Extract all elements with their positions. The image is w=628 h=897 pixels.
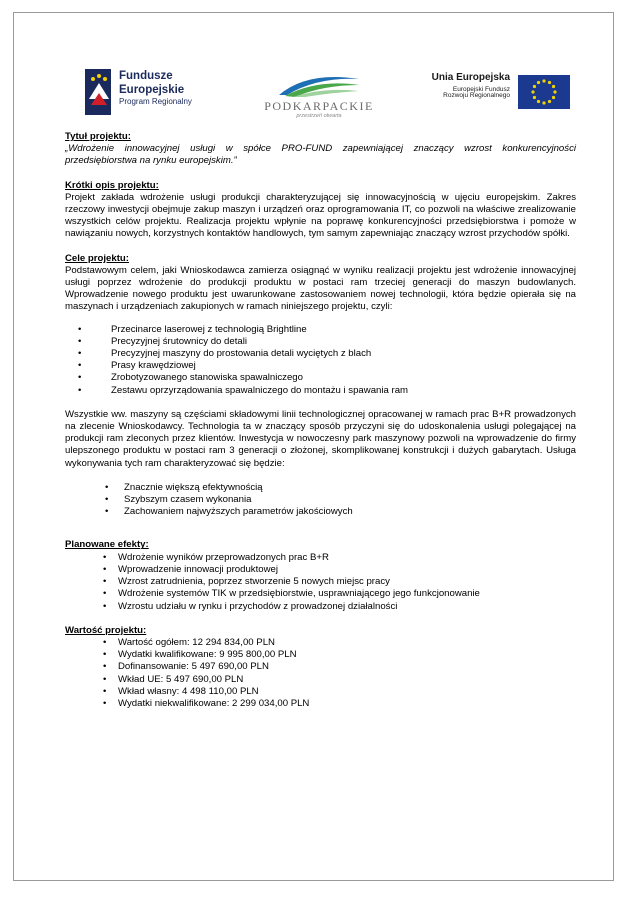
ue-logo-line1: Unia Europejska — [431, 72, 510, 83]
list-item: • Wzrost zatrudnienia, poprzez stworzenie 5 nowych miejsc pracy — [103, 576, 576, 588]
service-characteristics-list — [65, 482, 576, 519]
list-item: • Prasy krawędziowej — [78, 360, 576, 372]
podkarpackie-tagline: przestrzeń otwarta — [296, 113, 342, 119]
ue-logo-line3: Rozwoju Regionalnego — [443, 92, 510, 100]
project-description-heading: Krótki opis projektu: — [65, 179, 159, 191]
machines-list — [65, 324, 576, 397]
fe-logo-line1: Fundusze — [119, 70, 173, 82]
list-item: • Wartość ogółem: 12 294 834,00 PLN — [103, 637, 576, 649]
list-item: • Wydatki kwalifikowane: 9 995 800,00 PLN — [103, 649, 576, 661]
list-item: • Zestawu oprzyrządowania spawalniczego do montażu i spawania ram — [78, 385, 576, 397]
project-goals-paragraph2: Wszystkie ww. maszyny są częściami składowymi linii technologicznej opracowanej w ramach prac B+R prowadzonych na zlecenie Wnioskodawcy. Technologia ta w znaczący sposób przyczyni się do udoskonalenia usługi polegającej na produkcji ram zleconych przez klientów. Inwestycja w nowoczesny park maszynowy pozwoli na wprowadzenie do firmy ulepszonego produktu w postaci ram 3 generacji o złożonej, skomplikowanej konstrukcji i dużych gabarytach. Usługa wykonywania tych ram charakteryzować się będzie: — [65, 408, 576, 469]
project-description-text: Projekt zakłada wdrożenie usługi produkcji charakteryzującej się innowacyjnością w ujęciu europejskim. Zakres rzeczowy inwestycji obejmuje zakup maszyn i urządzeń oraz oprogramowania IT, co pozwoli na właściwe zrealizowanie wszystkich celów projektu. Realizacja projektu wpłynie na poprawę konkurencyjności przedsiębiorstwa i pomoże w nawiązaniu nowych, korzystnych kontaktów handlowych, tym samym zapewniając znaczący wzrost przychodów spółki. — [65, 191, 576, 240]
list-item: • Dofinansowanie: 5 497 690,00 PLN — [103, 661, 576, 673]
list-item: • Wkład własny: 4 498 110,00 PLN — [103, 686, 576, 698]
list-item: • Szybszym czasem wykonania — [105, 494, 576, 506]
ue-logo-line2: Europejski Fundusz — [452, 85, 510, 93]
project-value-heading: Wartość projektu: — [65, 624, 147, 636]
list-item: • Wzrostu udziału w rynku i przychodów z prowadzonej działalności — [103, 601, 576, 613]
project-value-list — [65, 637, 576, 710]
podkarpackie-logo — [259, 69, 379, 119]
document-page — [13, 12, 614, 881]
list-item: • Wkład UE: 5 497 690,00 PLN — [103, 674, 576, 686]
planned-effects-heading: Planowane efekty: — [65, 539, 149, 551]
list-item: • Wdrożenie systemów TIK w przedsiębiorstwie, usprawniającego jego funkcjonowanie — [103, 588, 576, 600]
fundusze-europejskie-logo — [85, 69, 235, 119]
list-item: • Precyzyjnej śrutownicy do detali — [78, 336, 576, 348]
eu-flag-icon — [518, 75, 570, 109]
list-item: • Wprowadzenie innowacji produktowej — [103, 564, 576, 576]
list-item: • Przecinarce laserowej z technologią Brightline — [78, 324, 576, 336]
logo-bar — [14, 13, 615, 123]
document-body — [65, 131, 576, 710]
fe-logo-line2: Europejskie — [119, 83, 185, 96]
list-item: • Zachowaniem najwyższych parametrów jakościowych — [105, 506, 576, 518]
fundusze-europejskie-emblem-icon — [85, 69, 111, 115]
project-title-heading: Tytuł projektu: — [65, 131, 131, 142]
fe-logo-line3: Program Regionalny — [119, 97, 192, 106]
project-title-text: „Wdrożenie innowacyjnej usługi w spółce PRO-FUND zapewniającej znaczący wzrost konkurencyjności przedsiębiorstwa na rynku europejskim.” — [65, 143, 576, 167]
list-item: • Wdrożenie wyników przeprowadzonych prac B+R — [103, 552, 576, 564]
list-item: • Precyzyjnej maszyny do prostowania detali wyciętych z blach — [78, 348, 576, 360]
project-goals-heading: Cele projektu: — [65, 252, 129, 264]
podkarpackie-swoosh-icon — [277, 69, 361, 97]
podkarpackie-name: PODKARPACKIE — [264, 99, 374, 113]
list-item: • Wydatki niekwalifikowane: 2 299 034,00 PLN — [103, 698, 576, 710]
planned-effects-list — [65, 552, 576, 613]
unia-europejska-logo — [410, 73, 570, 113]
list-item: • Zrobotyzowanego stanowiska spawalniczego — [78, 372, 576, 384]
list-item: • Znacznie większą efektywnością — [105, 482, 576, 494]
project-goals-intro: Podstawowym celem, jaki Wnioskodawca zamierza osiągnąć w wyniku realizacji projektu jest wdrożenie innowacyjnej usługi poprzez wdrożenie do produkcji produktu w postaci ram trzeciej generacji do maszyn budowlanych. Wprowadzenie nowego produktu jest uwarunkowane zastosowaniem nowej technologii, która będzie opierała się na maszynach i urządzeniach zakupionych w ramach niniejszego projektu, czyli: — [65, 264, 576, 313]
